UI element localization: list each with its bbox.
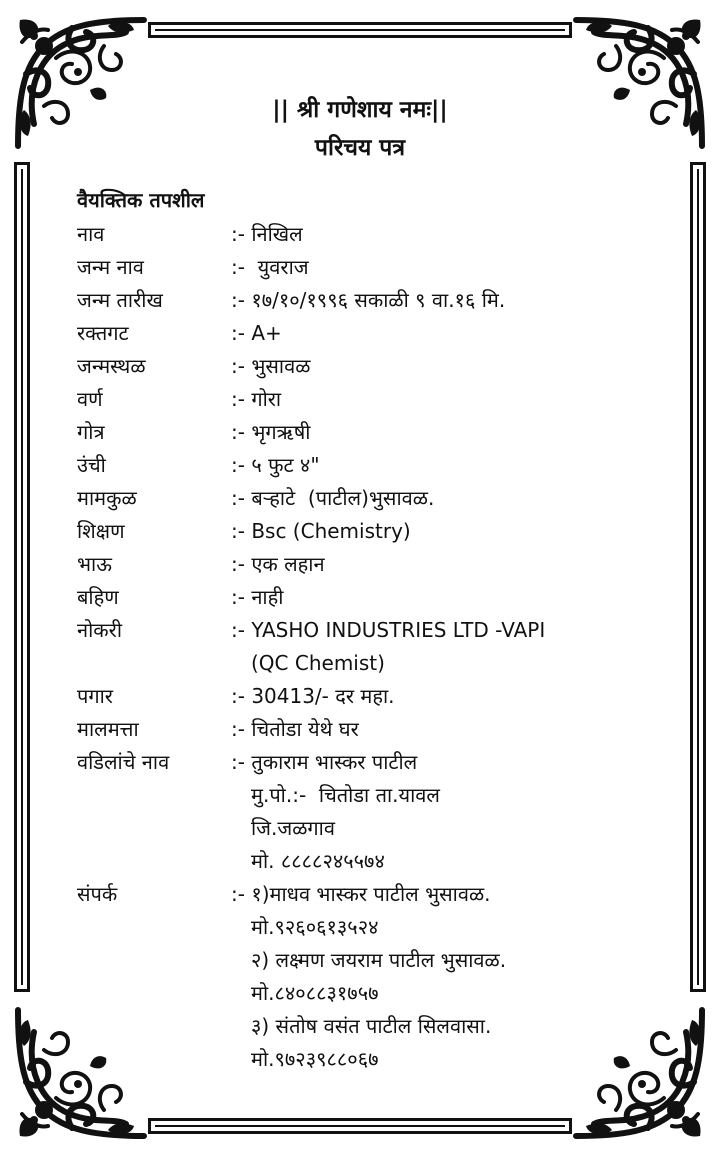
field-value bbox=[231, 284, 637, 317]
field-value bbox=[231, 350, 637, 383]
field-value bbox=[231, 614, 637, 680]
field-value bbox=[231, 317, 637, 350]
field-value-line: :- भुसावळ bbox=[231, 354, 311, 378]
field-value-line: :- १७/१०/१९९६ सकाळी ९ वा.१६ मि. bbox=[231, 288, 506, 312]
field-value bbox=[231, 713, 637, 746]
invocation-heading: || श्री गणेशाय नमः|| bbox=[272, 97, 448, 123]
field-row bbox=[77, 482, 637, 515]
field-label: मालमत्ता bbox=[77, 717, 139, 741]
field-value bbox=[231, 878, 637, 1076]
field-value-line: :- तुकाराम भास्कर पाटील bbox=[231, 750, 418, 774]
field-value bbox=[231, 581, 637, 614]
field-value-line: :- ५ फुट ४" bbox=[231, 453, 320, 477]
field-value bbox=[231, 515, 637, 548]
field-value-line: :- निखिल bbox=[231, 222, 303, 246]
field-row bbox=[77, 680, 637, 713]
field-label: पगार bbox=[77, 684, 113, 708]
field-row bbox=[77, 548, 637, 581]
field-label: नाव bbox=[77, 222, 105, 246]
field-value bbox=[231, 383, 637, 416]
field-value-line: जि.जळगाव bbox=[251, 816, 335, 840]
field-row bbox=[77, 713, 637, 746]
field-label: मामकुळ bbox=[77, 486, 137, 510]
field-label: नोकरी bbox=[77, 618, 122, 642]
field-value-line: मो.८४०८८३१७५७ bbox=[251, 981, 379, 1005]
field-row bbox=[77, 317, 637, 350]
field-label: शिक्षण bbox=[77, 519, 125, 543]
field-label: उंची bbox=[77, 453, 106, 477]
field-label: संपर्क bbox=[77, 882, 118, 906]
field-value-line: :- 30413/- दर महा. bbox=[231, 684, 395, 708]
field-row bbox=[77, 581, 637, 614]
field-label: बहिण bbox=[77, 585, 119, 609]
field-value-line: २) लक्ष्मण जयराम पाटील भुसावळ. bbox=[251, 948, 507, 972]
field-row bbox=[77, 383, 637, 416]
field-value bbox=[231, 218, 637, 251]
bottom-border bbox=[148, 1118, 572, 1134]
field-value-line: मु.पो.:- चितोडा ता.यावल bbox=[251, 783, 440, 807]
field-value-line: :- बऱ्हाटे (पाटील)भुसावळ. bbox=[231, 486, 435, 510]
field-value-line: :- एक लहान bbox=[231, 552, 325, 576]
field-row bbox=[77, 218, 637, 251]
field-label: भाऊ bbox=[77, 552, 112, 576]
field-value-line: मो. ८८८८२४५५७४ bbox=[251, 849, 385, 873]
field-row bbox=[77, 416, 637, 449]
left-border bbox=[14, 162, 30, 992]
field-value-line: मो.९२६०६१३५२४ bbox=[251, 915, 379, 939]
page-title: परिचय पत्र bbox=[314, 135, 406, 161]
field-value bbox=[231, 680, 637, 713]
field-value bbox=[231, 449, 637, 482]
field-value-line: मो.९७२३९८८०६७ bbox=[251, 1047, 379, 1071]
field-label: गोत्र bbox=[77, 420, 105, 444]
field-row bbox=[77, 746, 637, 878]
field-value-line: :- Bsc (Chemistry) bbox=[231, 519, 411, 543]
field-label: वडिलांचे नाव bbox=[77, 750, 170, 774]
field-row bbox=[77, 515, 637, 548]
field-label: वर्ण bbox=[77, 387, 103, 411]
field-value bbox=[231, 548, 637, 581]
field-value-line: :- भृगऋषी bbox=[231, 420, 311, 444]
field-row bbox=[77, 284, 637, 317]
field-value bbox=[231, 746, 637, 878]
field-value-line: :- गोरा bbox=[231, 387, 282, 411]
field-row bbox=[77, 350, 637, 383]
field-label: जन्म तारीख bbox=[77, 288, 163, 312]
top-border bbox=[148, 22, 572, 38]
field-row bbox=[77, 878, 637, 1076]
field-value-line: :- YASHO INDUSTRIES LTD -VAPI bbox=[231, 618, 546, 642]
section-title: वैयक्तिक तपशील bbox=[77, 188, 205, 212]
field-value-line: :- A+ bbox=[231, 321, 282, 345]
field-value-line: :- १)माधव भास्कर पाटील भुसावळ. bbox=[231, 882, 491, 906]
field-value bbox=[231, 251, 637, 284]
field-value bbox=[231, 416, 637, 449]
details-list bbox=[77, 218, 637, 1076]
field-row bbox=[77, 251, 637, 284]
right-border bbox=[690, 162, 706, 992]
field-label: रक्तगट bbox=[77, 321, 129, 345]
field-value-line: :- युवराज bbox=[231, 255, 309, 279]
field-value-line: ३) संतोष वसंत पाटील सिलवासा. bbox=[251, 1014, 492, 1038]
field-value-line: (QC Chemist) bbox=[251, 651, 385, 675]
field-row bbox=[77, 449, 637, 482]
field-value-line: :- चितोडा येथे घर bbox=[231, 717, 359, 741]
field-value-line: :- नाही bbox=[231, 585, 284, 609]
field-value bbox=[231, 482, 637, 515]
field-row bbox=[77, 614, 637, 680]
field-label: जन्मस्थळ bbox=[77, 354, 146, 378]
field-label: जन्म नाव bbox=[77, 255, 144, 279]
